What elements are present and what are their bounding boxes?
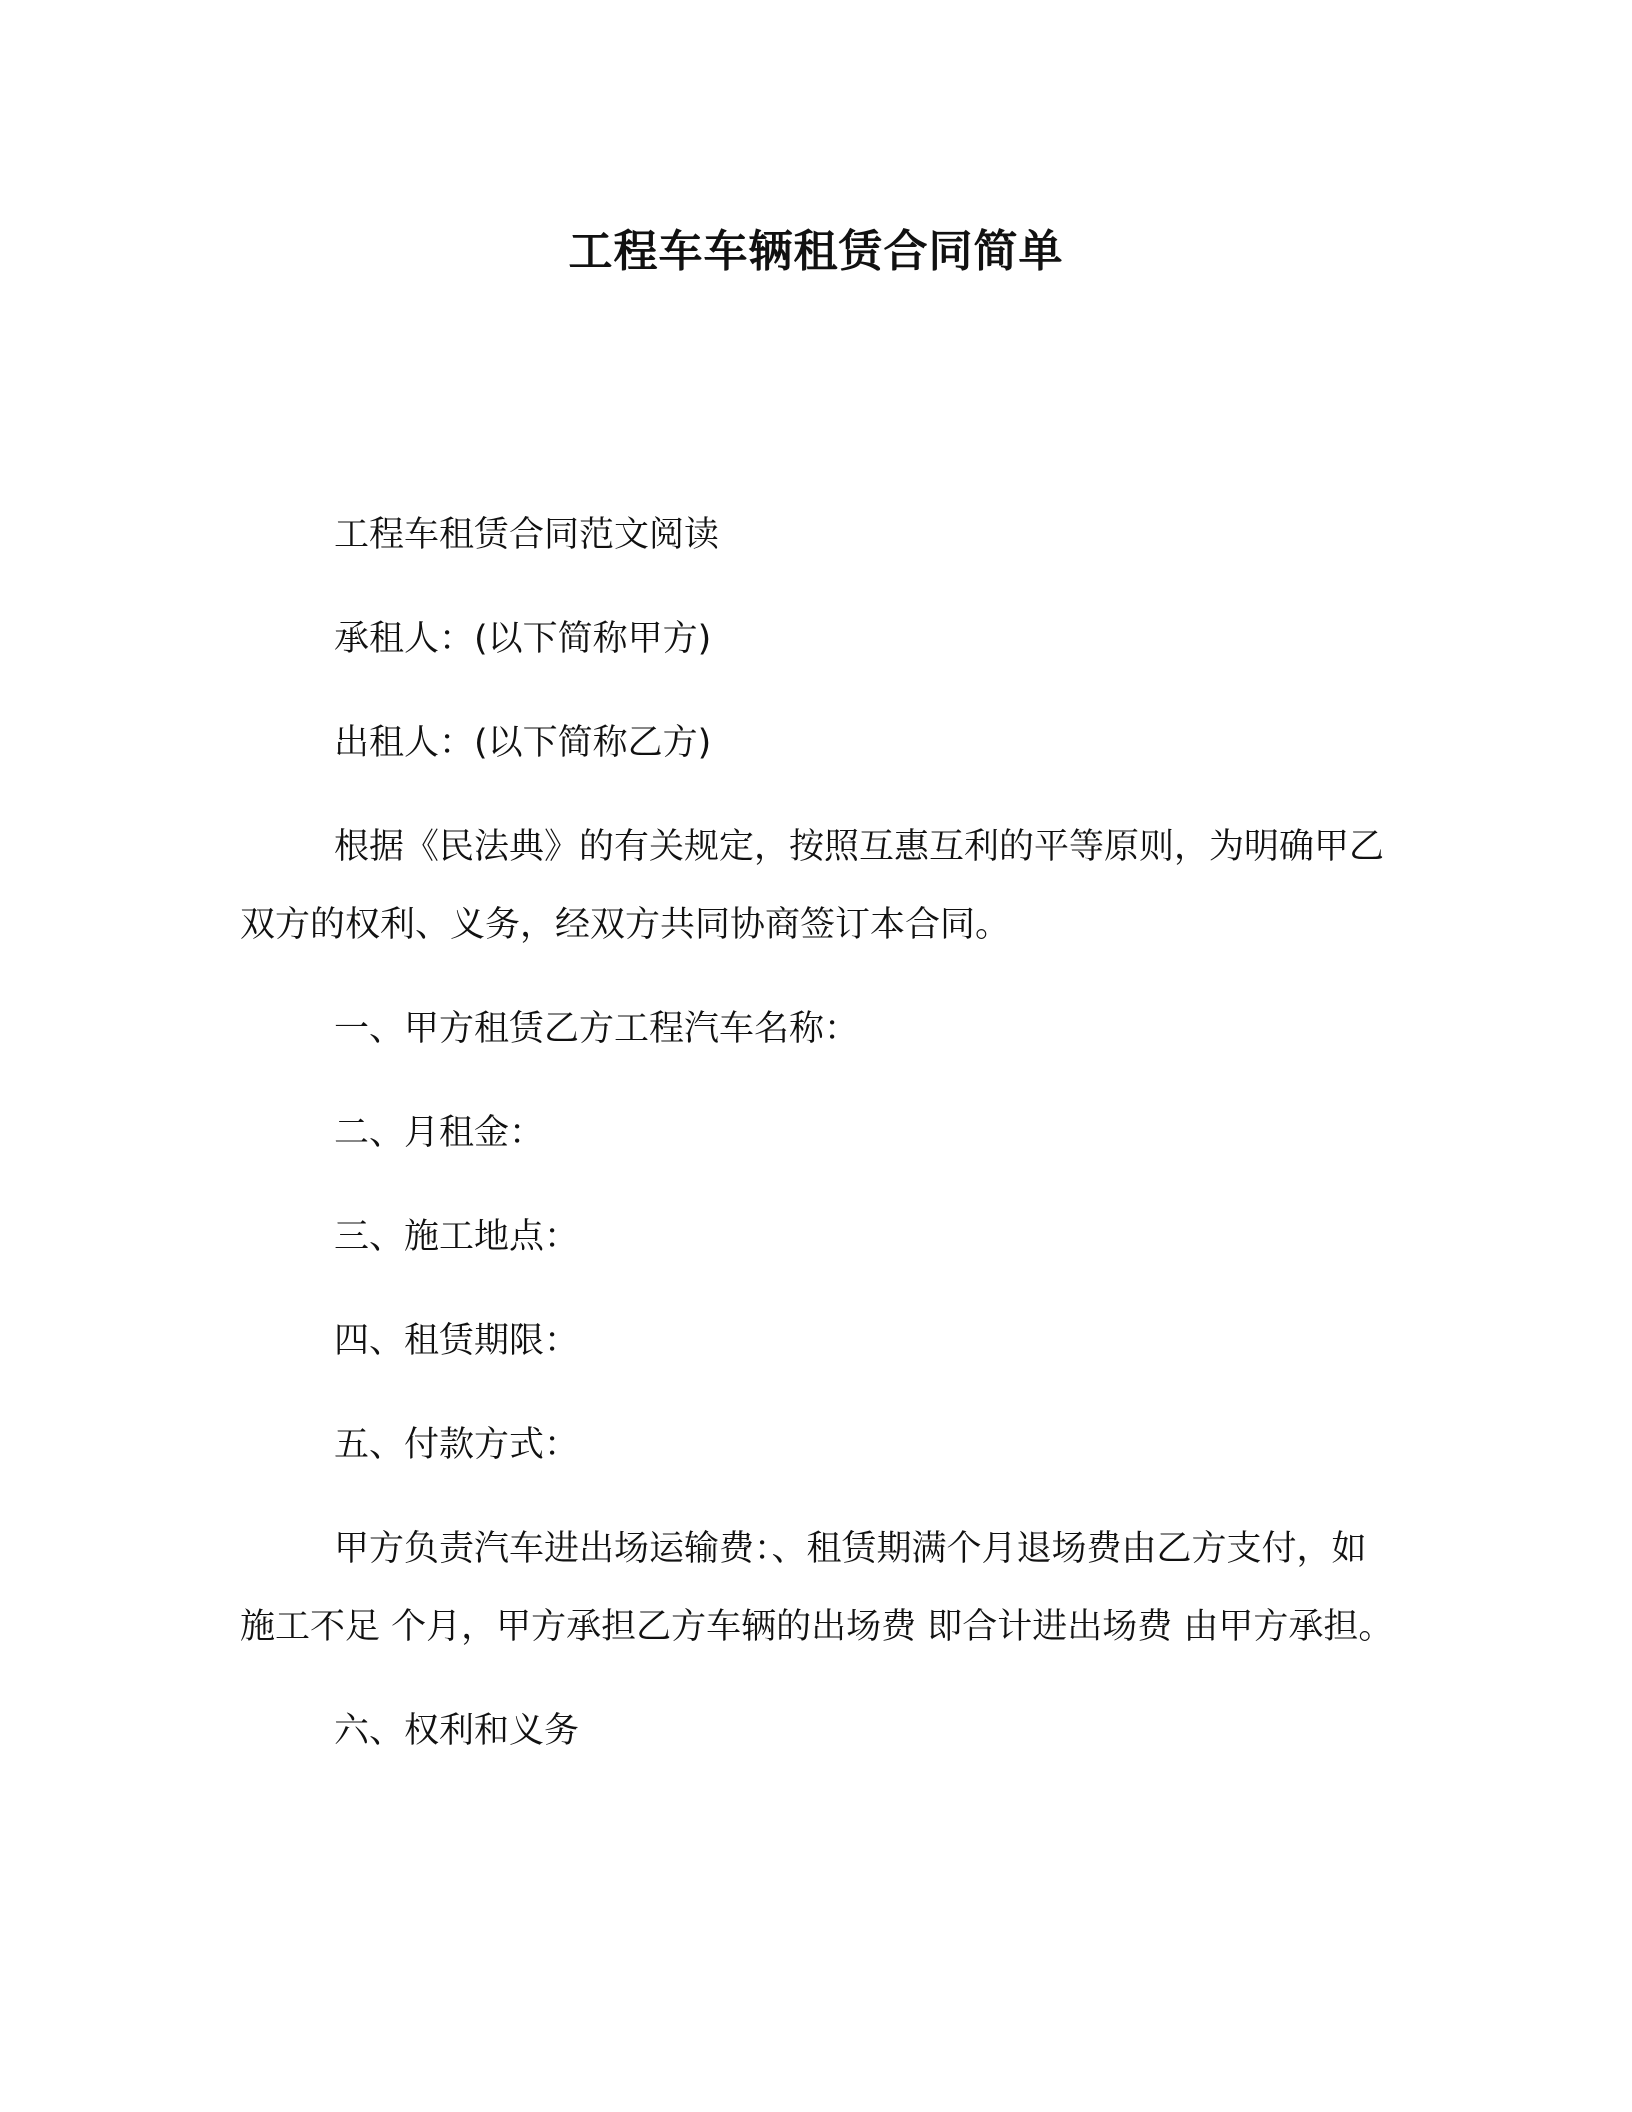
clause-payment-method: 五、付款方式：	[334, 1425, 580, 1465]
clause-construction-site: 三、施工地点：	[334, 1217, 580, 1257]
paragraph-preamble: 根据《民法典》的有关规定，按照互惠互利的平等原则，为明确甲乙双方的权利、义务，经双方共同协商签订本合同。	[240, 827, 1385, 945]
paragraph-subtitle: 工程车租赁合同范文阅读	[334, 515, 720, 555]
clause-rights-obligations: 六、权利和义务	[334, 1711, 580, 1751]
document-title: 工程车车辆租赁合同简单	[568, 226, 1064, 277]
document-body	[240, 496, 1400, 1796]
paragraph-lessee: 承租人：(以下简称甲方)	[334, 619, 712, 659]
paragraph-lessor: 出租人：(以下简称乙方)	[334, 723, 712, 763]
clause-monthly-rent: 二、月租金：	[334, 1113, 545, 1153]
clause-vehicle-name: 一、甲方租赁乙方工程汽车名称：	[334, 1009, 860, 1049]
paragraph-transport-fees: 甲方负责汽车进出场运输费：、租赁期满个月退场费由乙方支付，如施工不足 个月，甲方承担乙方车辆的出场费 即合计进出场费 由甲方承担。	[240, 1529, 1394, 1647]
clause-lease-term: 四、租赁期限：	[334, 1321, 580, 1361]
